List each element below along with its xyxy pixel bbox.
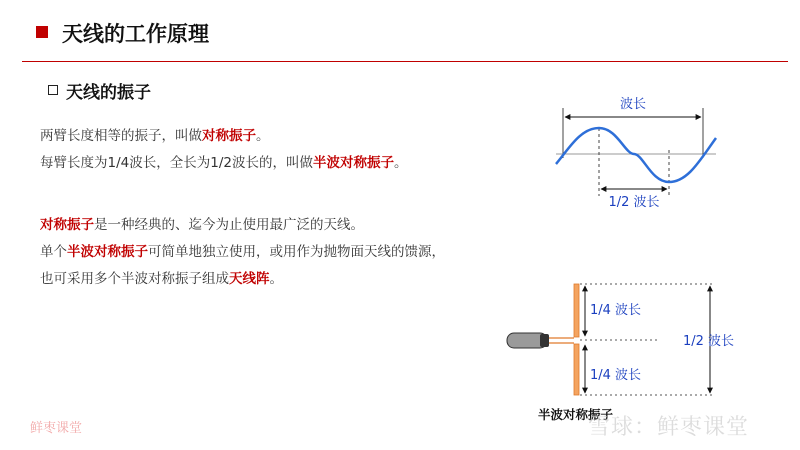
total-length-label: 1/2 波长 (683, 334, 735, 349)
text: 是一种经典的、迄今为止使用最广泛的天线。 (94, 217, 364, 233)
dipole-upper-arm (574, 284, 579, 337)
lower-arm-label: 1/4 波长 (590, 368, 642, 383)
wave-diagram (556, 96, 716, 210)
text: 。 (256, 128, 270, 144)
page-title: 天线的工作原理 (62, 22, 209, 46)
text: 。 (269, 271, 283, 287)
text: 单个 (40, 244, 67, 260)
upper-arm-label: 1/4 波长 (590, 303, 642, 318)
watermark-left: 鲜枣课堂 (30, 421, 83, 436)
dipole-caption: 半波对称振子 (538, 407, 614, 422)
section-title: 天线的振子 (66, 83, 151, 103)
text: 。 (393, 155, 408, 171)
coax-connector (540, 334, 549, 347)
text: 也可采用多个半波对称振子组成 (40, 271, 229, 287)
text: 两臂长度相等的振子，叫做 (40, 128, 202, 144)
text: 可简单地独立使用，或用作为抛物面天线的馈源， (148, 244, 445, 260)
highlight-text: 半波对称振子 (67, 244, 148, 260)
text: 每臂长度为1/4波长，全长为1/2波长的，叫做 (40, 155, 313, 171)
half-wavelength-label: 1/2 波长 (608, 195, 660, 210)
wavelength-label: 波长 (619, 97, 647, 112)
dipole-diagram (507, 284, 734, 395)
highlight-text: 对称振子 (40, 217, 94, 233)
highlight-text: 半波对称振子 (312, 155, 394, 171)
highlight-text: 天线阵 (229, 271, 270, 287)
sine-wave (556, 128, 716, 182)
highlight-text: 对称振子 (202, 128, 256, 144)
watermark-right: 雪球：鲜枣课堂 (588, 415, 750, 440)
dipole-lower-arm (574, 344, 579, 395)
